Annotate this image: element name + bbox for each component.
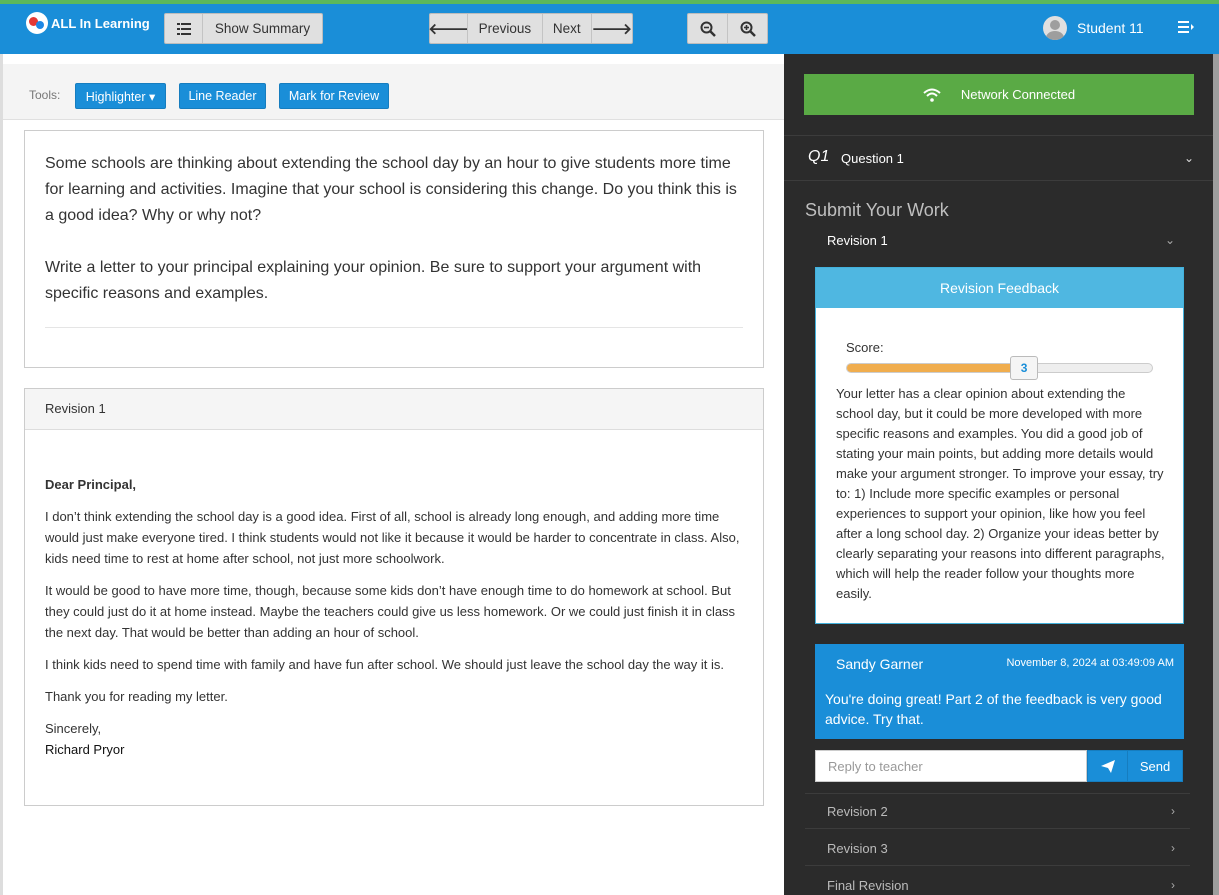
score-label: Score: (846, 340, 884, 355)
prev-arrow-button[interactable] (430, 14, 468, 43)
message-timestamp: November 8, 2024 at 03:49:09 AM (1006, 657, 1174, 669)
line-reader-button[interactable]: Line Reader (179, 83, 266, 109)
essay-panel (24, 388, 764, 806)
chevron-down-icon: ⌄ (1164, 233, 1175, 247)
revision-1-label: Revision 1 (827, 233, 888, 248)
zoom-out-button[interactable] (688, 14, 728, 43)
essay-paragraph: It would be good to have more time, though, because some kids don’t have enough time to do homework at school. But they could just do it at home instead. Maybe the teachers could give us less homework. Or we could just finish it in class the next day. That would be better than adding an hour of school. (45, 583, 736, 640)
previous-button[interactable]: Previous (468, 14, 543, 43)
essay-body (25, 430, 763, 760)
revision-3-label: Revision 3 (827, 841, 888, 856)
logo-icon (26, 12, 48, 34)
prompt-instructions: Write a letter to your principal explaining your opinion. Be sure to support your argument with specific reasons and examples. (45, 259, 702, 302)
essay-paragraph: I don’t think extending the school day is a good idea. First of all, school is already long enough, and adding more time would just make everyone tired. I think students would not like it because it would be harder to concentrate in class. Also, kids need time to rest at home after school, not just more schoolwork. (45, 509, 740, 566)
sidebar-scrollbar[interactable] (1213, 54, 1219, 895)
essay-closing: Sincerely, (45, 721, 102, 736)
feedback-text: Your letter has a clear opinion about extending the school day, but it could be more developed with more specific reasons and examples. You did a good job of stating your main points, but adding more details would make your argument stronger. To improve your essay, try to: 1) Include more specific examples or personal experiences to support your opinion, like how you feel after a long school day. 2) Organize your ideas better by clearly separating your reasons into different paragraphs, which will help the reader follow your thoughts more easily. (836, 386, 1165, 601)
next-button[interactable]: Next (543, 14, 592, 43)
zoom-group (687, 13, 768, 44)
chevron-down-icon: ⌄ (1184, 151, 1195, 165)
highlighter-button[interactable]: Highlighter ▾ (75, 83, 166, 109)
zoom-in-button[interactable] (728, 14, 767, 43)
arrow-right-icon: 🡒 (591, 21, 632, 38)
essay-greeting: Dear Principal, (45, 477, 137, 492)
logo-text: ALL In Learning (51, 15, 150, 31)
essay-header: Revision 1 (25, 389, 763, 430)
zoom-in-icon (740, 21, 756, 37)
question-number: Q1 (808, 148, 830, 165)
hamburger-menu-icon[interactable] (1178, 20, 1194, 36)
revision-2-toggle[interactable] (805, 793, 1190, 829)
top-bar (0, 0, 1219, 54)
score-bar (846, 363, 1153, 373)
revision-2-label: Revision 2 (827, 804, 888, 819)
writing-prompt (24, 130, 764, 368)
network-status (804, 74, 1194, 115)
revision-3-toggle[interactable] (805, 830, 1190, 866)
revision-feedback-card (815, 267, 1184, 624)
essay-paragraph: I think kids need to spend time with family and have fun after school. We should just leave the school day the way it is. (45, 657, 725, 672)
question-selector[interactable] (784, 136, 1213, 180)
teacher-message (815, 644, 1184, 739)
send-button[interactable] (1087, 750, 1183, 782)
submit-work-title: Submit Your Work (805, 200, 949, 220)
question-label: Question 1 (841, 151, 904, 166)
revision-1-toggle[interactable] (805, 222, 1190, 258)
chevron-right-icon: › (1171, 878, 1175, 892)
list-icon (165, 14, 203, 43)
arrow-left-icon: 🡐 (428, 21, 469, 38)
revision-feedback-title: Revision Feedback (816, 268, 1183, 308)
show-summary-label: Show Summary (214, 21, 311, 36)
send-icon (1088, 751, 1128, 781)
next-arrow-button[interactable] (592, 14, 632, 43)
essay-signature: Richard Pryor (45, 742, 125, 757)
pagination-group (429, 13, 633, 44)
wifi-icon (923, 88, 941, 102)
reply-input[interactable] (815, 750, 1087, 782)
send-label: Send (1139, 758, 1171, 774)
network-status-text: Network Connected (960, 87, 1076, 102)
message-author: Sandy Garner (836, 656, 924, 672)
tools-label: Tools: (29, 88, 61, 102)
zoom-out-icon (700, 21, 716, 37)
prompt-divider (45, 327, 743, 328)
mark-for-review-button[interactable]: Mark for Review (279, 83, 389, 109)
message-text: You're doing great! Part 2 of the feedback is very good advice. Try that. (825, 691, 1162, 727)
user-name: Student 11 (1077, 20, 1144, 36)
user-menu[interactable] (1043, 16, 1144, 40)
app-logo (26, 12, 150, 34)
final-revision-label: Final Revision (827, 878, 909, 893)
chevron-right-icon: › (1171, 841, 1175, 855)
final-revision-toggle[interactable] (805, 867, 1190, 895)
tools-bar (3, 64, 784, 120)
prompt-question: Some schools are thinking about extending the school day by an hour to give students more time for learning and activities. Imagine that your school is considering this change. Do you think this is a good idea? Why or why not? (45, 155, 737, 224)
sidebar-divider (784, 180, 1213, 181)
essay-paragraph: Thank you for reading my letter. (45, 689, 228, 704)
score-value: 3 (1010, 356, 1038, 380)
score-bar-fill (847, 364, 1024, 372)
avatar (1043, 16, 1067, 40)
chevron-right-icon: › (1171, 804, 1175, 818)
show-summary-button[interactable] (164, 13, 323, 44)
